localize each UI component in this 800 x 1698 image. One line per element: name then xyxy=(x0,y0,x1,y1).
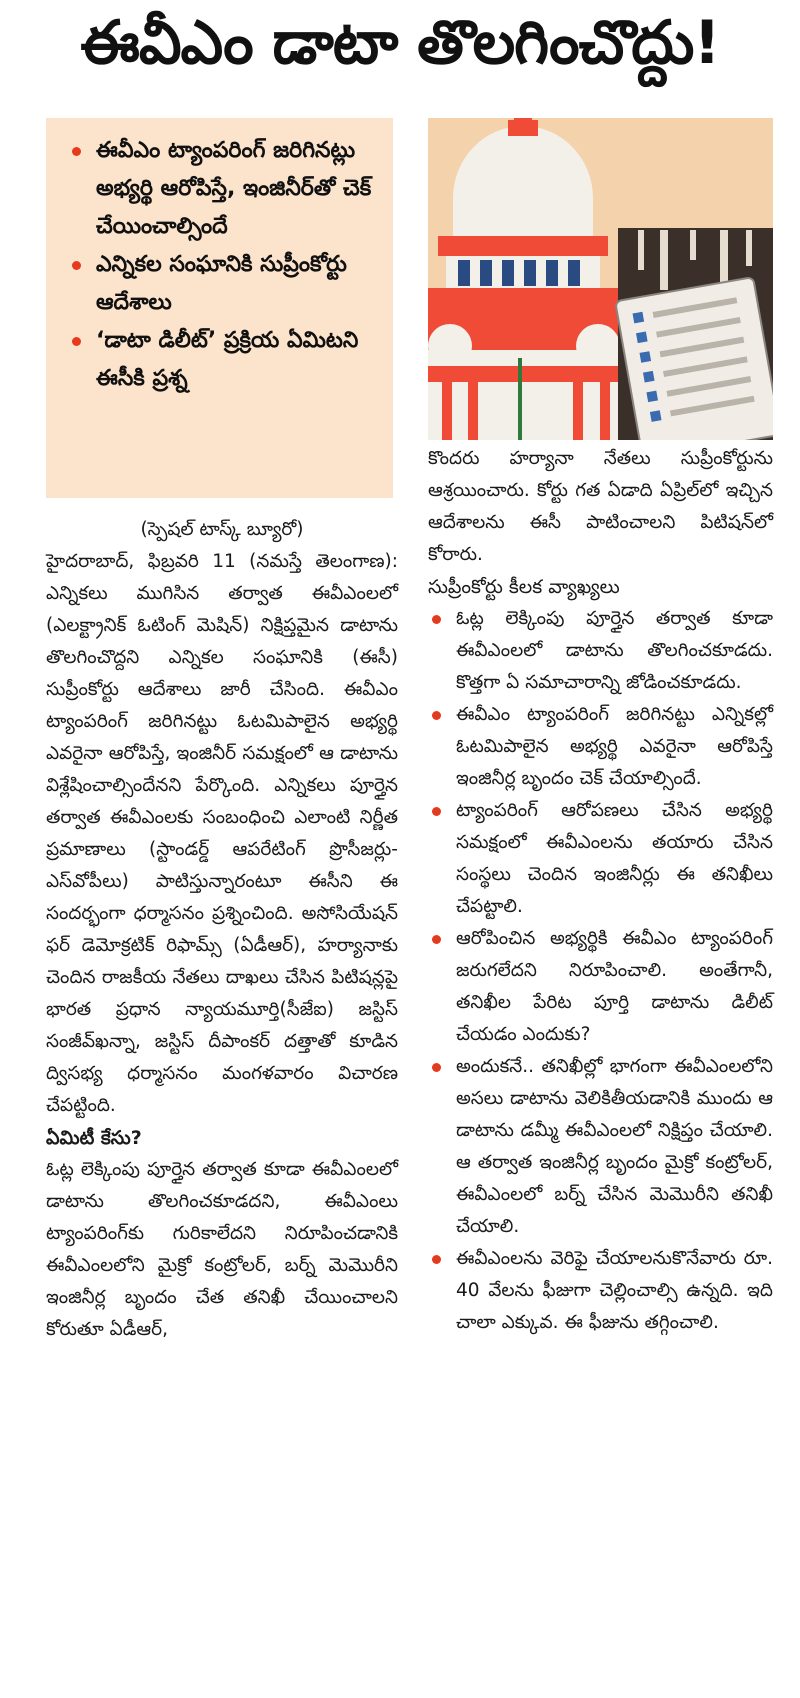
remark-item: ఓట్ల లెక్కింపు పూర్తైన తర్వాత కూడా ఈవీఎంలలో డాటాను తొలగించకూడదు. కొత్తగా ఏ సమాచారాన్ని జోడించకూడదు. xyxy=(428,603,773,699)
remark-item: ఈవీఎం ట్యాంపరింగ్ జరిగినట్టు ఎన్నికల్లో ఓటమిపాలైన అభ్యర్థి ఎవరైనా ఆరోపిస్తే ఇంజినీర్ల బృందం చెక్ చేయాల్సిందే. xyxy=(428,699,773,795)
right-intro-paragraph: కొందరు హర్యానా నేతలు సుప్రీంకోర్టును ఆశ్రయించారు. కోర్టు గత ఏడాది ఏప్రిల్‌లో ఇచ్చిన ఆదేశాలను ఈసీ పాటించాలని పిటిషన్‌లో కోరారు. xyxy=(428,448,773,565)
highlight-item: ఈవీఎం ట్యాంపరింగ్ జరిగినట్లు అభ్యర్థి ఆరోపిస్తే, ఇంజినీర్‌తో చెక్ చేయించాల్సిందే xyxy=(76,132,375,246)
case-subheading: ఏమిటీ కేసు? xyxy=(46,1127,142,1149)
highlights-box xyxy=(46,118,393,498)
highlight-item: ఎన్నికల సంఘానికి సుప్రీంకోర్టు ఆదేశాలు xyxy=(76,246,375,322)
supreme-court-building-icon xyxy=(428,118,773,440)
article-left-column xyxy=(46,514,398,1346)
article-body-intro: హైదరాబాద్, ఫిబ్రవరి 11 (నమస్తే తెలంగాణ): ఎన్నికలు ముగిసిన తర్వాత ఈవీఎంలలో (ఎలక్ట్రానిక్ ఓటింగ్ మెషిన్) నిక్షిప్తమైన డాటాను తొలగించొద్దని ఎన్నికల సంఘానికి (ఈసీ) సుప్రీంకోర్టు ఆదేశాలు జారీ చేసింది. ఈవీఎం ట్యాంపరింగ్ జరిగినట్టు ఓటమిపాలైన అభ్యర్థి ఎవరైనా ఆరోపిస్తే, ఇంజినీర్ సమక్షంలో ఆ డాటాను విశ్లేషించాల్సిందేనని పేర్కొంది. ఎన్నికలు పూర్తైన తర్వాత ఈవీఎంలకు సంబంధించి ఎలాంటి నిర్ణీత ప్రమాణాలు (స్టాండర్డ్ ఆపరేటింగ్ ప్రొసీజర్లు-ఎస్‌వోపీలు) పాటిస్తున్నారంటూ ఈసీని ఈ సందర్భంగా ధర్మాసనం ప్రశ్నించింది. అసోసియేషన్ ఫర్ డెమోక్రటిక్ రిఫామ్స్ (ఏడీఆర్), హర్యానాకు చెందిన రాజకీయ నేతలు దాఖలు చేసిన పిటిషన్లపై భారత ప్రధాన న్యాయమూర్తి(సీజేఐ) జస్టిస్ సంజీవ్‌ఖన్నా, జస్టిస్ దీపాంకర్ దత్తాతో కూడిన ద్విసభ్య ధర్మాసనం మంగళవారం విచారణ చేపట్టింది. xyxy=(46,551,398,1116)
case-paragraph: ఓట్ల లెక్కింపు పూర్తైన తర్వాత కూడా ఈవీఎంలలో డాటాను తొలగించకూడదని, ఈవీఎంలు ట్యాంపరింగ్‌కు గురికాలేదని నిరూపించడానికి ఈవీఎంలలోని మైక్రో కంట్రోలర్, బర్న్ మెమొరీని ఇంజినీర్ల బృందం చేత తనిఖీ చేయించాలని కోరుతూ ఏడీఆర్, xyxy=(46,1159,398,1340)
highlight-item: ‘డాటా డిలీట్’ ప్రక్రియ ఏమిటని ఈసీకి ప్రశ్న xyxy=(76,322,375,398)
remark-item: అందుకనే.. తనిఖీల్లో భాగంగా ఈవీఎంలలోని అసలు డాటాను వెలికితీయడానికి ముందు ఆ డాటాను డమ్మీ ఈవీఎంలలో నిక్షిప్తం చేయాలి. ఆ తర్వాత ఇంజినీర్ల బృందం మైక్రో కంట్రోలర్, ఈవీఎంలలో బర్న్ చేసిన మెమొరీని తనిఖీ చేయాలి. xyxy=(428,1051,773,1243)
supreme-court-illustration xyxy=(428,118,773,440)
remarks-list xyxy=(428,603,773,1339)
article-headline: ఈవీఎం డాటా తొలగించొద్దు! xyxy=(80,8,720,78)
article-right-column xyxy=(428,443,773,1339)
remark-item: ట్యాంపరింగ్ ఆరోపణలు చేసిన అభ్యర్థి సమక్షంలో ఈవీఎంలను తయారు చేసిన సంస్థలు చెందిన ఇంజినీర్లు ఈ తనిఖీలు చేపట్టాలి. xyxy=(428,795,773,923)
remark-item: ఆరోపించిన అభ్యర్థికి ఈవీఎం ట్యాంపరింగ్ జరుగలేదని నిరూపించాలి. అంతేగానీ, తనిఖీల పేరిట పూర్తి డాటాను డిలీట్ చేయడం ఎందుకు? xyxy=(428,923,773,1051)
byline: (స్పెషల్ టాస్క్ బ్యూరో) xyxy=(140,519,304,540)
remarks-subheading: సుప్రీంకోర్టు కీలక వ్యాఖ్యలు xyxy=(428,576,620,598)
remark-item: ఈవీఎంలను వెరిఫై చేయాలనుకొనేవారు రూ. 40 వేలను ఫీజుగా చెల్లించాల్సి ఉన్నది. ఇది చాలా ఎక్కువ. ఈ ఫీజును తగ్గించాలి. xyxy=(428,1243,773,1339)
